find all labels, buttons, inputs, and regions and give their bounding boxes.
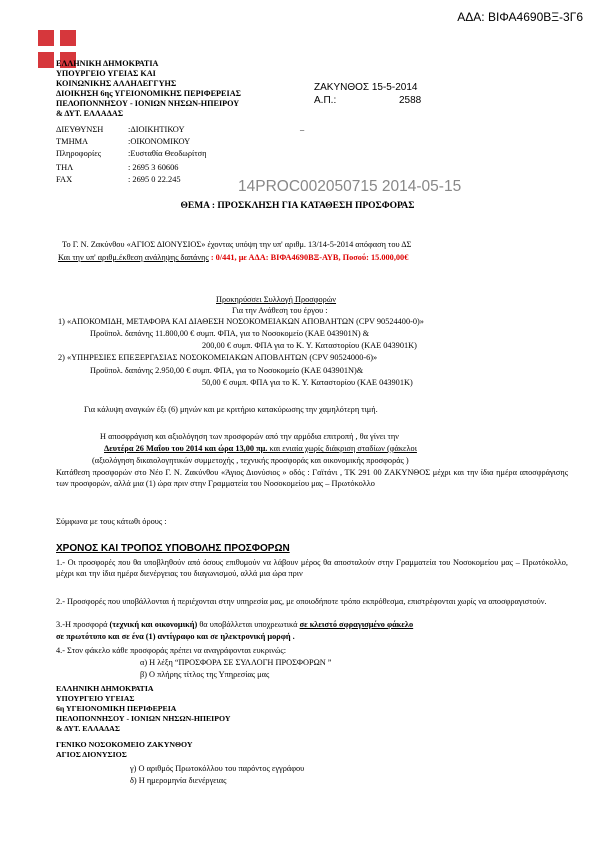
ada-code-top: ΑΔΑ: ΒΙΦΑ4690ΒΞ-3Γ6 xyxy=(457,10,583,24)
announce-sub: Για την Ανάθεση του έργου : xyxy=(232,306,328,315)
term-4-d: δ) Η ημερομηνία διενέργειας xyxy=(130,776,227,785)
recipient-line: ΓΕΝΙΚΟ ΝΟΣΟΚΟΜΕΙΟ ΖΑΚΥΝΘΟΥ xyxy=(56,740,193,749)
intro-line-2: Και την υπ' αριθμ.έκθεση ανάληψης δαπάνης : 0/441, με ΑΔΑ: ΒΙΦΑ4690ΒΞ-ΑΥΒ, Ποσού: 15.000,00€ xyxy=(58,253,409,262)
recipient-line: ΕΛΛΗΝΙΚΗ ΔΗΜΟΚΡΑΤΙΑ xyxy=(56,684,154,693)
deposit-text: Κατάθεση προσφορών στο Νέο Γ. Ν. Ζακύνθου «Άγιος Διονύσιος » οδός : Γαϊτάνι , ΤΚ 291 00 ΖΑΚΥΝΘΟΣ μέχρι και την ίδια ημέρα αποσφράγισης των προσφορών, αλλά μια (1) ώρα πριν στην Γραμματεία του Νοσοκομείου μας – Πρωτόκολλο xyxy=(56,468,568,488)
contact-label: ΤΜΗΜΑ xyxy=(56,137,89,146)
opening-line-3: (αξιολόγηση δικαιολογητικών συμμετοχής , τεχνικής προσφοράς και οικονομικής προσφοράς ) xyxy=(92,456,409,465)
contact-value: :ΔΙΟΙΚΗΤΙΚΟΥ xyxy=(128,125,185,134)
place-date: ΖΑΚΥΝΘΟΣ 15-5-2014 xyxy=(314,82,418,93)
announce-title: Προκηρύσσει Συλλογή Προσφορών xyxy=(216,295,337,304)
contact-value: :Ευσταθία Θεοδωρίτση xyxy=(128,149,207,158)
term-2: 2.- Προσφορές που υποβάλλονται ή περιέχονται στην υπηρεσία μας, με οποιοδήποτε τρόπο εκπρόθεσμα, επιστρέφονται χωρίς να αποσφραγιστούν. xyxy=(56,597,547,606)
recipient-line: ΥΠΟΥΡΓΕΙΟ ΥΓΕΙΑΣ xyxy=(56,694,135,703)
header-line: ΚΟΙΝΩΝΙΚΗΣ ΑΛΛΗΛΕΓΓΥΗΣ xyxy=(56,79,177,88)
contact-label: Πληροφορίες xyxy=(56,149,102,158)
item-2-cost-b: 50,00 € συμπ. ΦΠΑ για το Κ. Υ. Καταστορίου (ΚΑΕ 043901Κ) xyxy=(202,378,413,387)
ap-label: Α.Π.: xyxy=(314,95,337,106)
terms-intro: Σύμφωνα με τους κάτωθι όρους : xyxy=(56,517,167,526)
ap-value: 2588 xyxy=(399,95,422,106)
term-3-line-2: σε πρωτότυπο και σε ένα (1) αντίγραφο και σε ηλεκτρονική μορφή . xyxy=(56,632,295,641)
contact-value: :ΟΙΚΟΝΟΜΙΚΟΥ xyxy=(128,137,191,146)
item-1-cost-b: 200,00 € συμπ. ΦΠΑ για το Κ. Υ. Καταστορίου (ΚΑΕ 043901Κ) xyxy=(202,341,417,350)
term-4-b: β) Ο πλήρης τίτλος της Υπηρεσίας μας xyxy=(140,670,270,679)
recipient-line: ΑΓΙΟΣ ΔΙΟΝΥΣΙΟΣ xyxy=(56,750,127,759)
opening-line-1: Η αποσφράγιση και αξιολόγηση των προσφορών από την αρμόδια επιτροπή , θα γίνει την xyxy=(100,432,399,441)
protocol-id: 14PROC002050715 2014-05-15 xyxy=(238,178,462,195)
term-4-c: γ) Ο αριθμός Πρωτοκόλλου του παρόντος εγγράφου xyxy=(130,764,305,773)
contact-label: FAX xyxy=(56,175,73,184)
header-line: ΕΛΛΗΝΙΚΗ ΔΗΜΟΚΡΑΤΙΑ xyxy=(56,59,159,68)
contact-value: : 2695 0 22.245 xyxy=(128,175,181,184)
recipient-line: ΠΕΛΟΠΟΝΝΗΣΟΥ - ΙΟΝΙΩΝ ΝΗΣΩΝ-ΗΠΕΙΡΟΥ xyxy=(56,714,231,723)
opening-line-2: Δευτέρα 26 Μαΐου του 2014 και ώρα 13,00 πμ. και ενιαία χωρίς διάκριση σταδίων (φάκελοι xyxy=(104,444,417,453)
header-line: ΠΕΛΟΠΟΝΝΗΣΟΥ - ΙΟΝΙΩΝ ΝΗΣΩΝ-ΗΠΕΙΡΟΥ xyxy=(56,99,240,108)
recipient-line: & ΔΥΤ. ΕΛΛΑΔΑΣ xyxy=(56,724,120,733)
contact-value: : 2695 3 60606 xyxy=(128,163,179,172)
header-line: ΥΠΟΥΡΓΕΙΟ ΥΓΕΙΑΣ ΚΑΙ xyxy=(56,69,156,78)
term-4: 4.- Στον φάκελο κάθε προσφοράς πρέπει να αναγράφονται ευκρινώς: xyxy=(56,646,287,655)
item-1-title: 1) «ΑΠΟΚΟΜΙΔΗ, ΜΕΤΑΦΟΡΑ ΚΑΙ ΔΙΑΘΕΣΗ ΝΟΣΟΚΟΜΕΙΑΚΩΝ ΑΠΟΒΛΗΤΩΝ (CPV 90524400-0)» xyxy=(58,317,424,326)
page-title: ΘΕΜΑ : ΠΡΟΣΚΛΗΣΗ ΓΙΑ ΚΑΤΑΘΕΣΗ ΠΡΟΣΦΟΡΑΣ xyxy=(180,201,415,211)
recipient-line: 6η ΥΓΕΙΟΝΟΜΙΚΗ ΠΕΡΙΦΕΡΕΙΑ xyxy=(56,704,177,713)
contact-label: ΤΗΛ xyxy=(56,163,74,172)
item-2-title: 2) «ΥΠΗΡΕΣΙΕΣ ΕΠΕΞΕΡΓΑΣΙΑΣ ΝΟΣΟΚΟΜΕΙΑΚΩΝ ΑΠΟΒΛΗΤΩΝ (CPV 90524000-6)» xyxy=(58,353,378,362)
header-line: & ΔΥΤ. ΕΛΛΑΔΑΣ xyxy=(56,109,124,118)
contact-label: ΔΙΕΥΘΥΝΣΗ xyxy=(56,125,104,134)
section-title: ΧΡΟΝΟΣ ΚΑΙ ΤΡΟΠΟΣ ΥΠΟΒΟΛΗΣ ΠΡΟΣΦΟΡΩΝ xyxy=(56,543,290,554)
term-3-line-1: 3.-Η προσφορά (τεχνική και οικονομική) θα υποβάλλεται υποχρεωτικά σε κλειστό σφραγισμένο φάκελο xyxy=(56,620,414,629)
term-1: 1.- Οι προσφορές που θα υποβληθούν από όσους επιθυμούν να λάβουν μέρος θα αποσταλούν στην Γραμματεία του Νοσοκομείου μας – Πρωτόκολλο, μέχρι και την ίδια ημέρα διενέργειας του διαγωνισμού, αλλά μια ώρα πριν xyxy=(56,558,568,578)
item-1-cost-a: Προϋπολ. δαπάνης 11.800,00 € συμπ. ΦΠΑ, για το Νοσοκομείο (ΚΑΕ 043901Ν) & xyxy=(90,329,370,338)
intro-line-1: Το Γ. Ν. Ζακύνθου «ΑΓΙΟΣ ΔΙΟΝΥΣΙΟΣ» έχοντας υπόψη την υπ' αριθμ. 13/14-5-2014 απόφαση του ΔΣ xyxy=(62,240,412,249)
item-2-cost-a: Προϋπολ. δαπάνης 2.950,00 € συμπ. ΦΠΑ, για το Νοσοκομείο (ΚΑΕ 043901Ν)& xyxy=(90,366,364,375)
header-line: ΔΙΟΙΚΗΣΗ 6ης ΥΓΕΙΟΝΟΜΙΚΗΣ ΠΕΡΙΦΕΡΕΙΑΣ xyxy=(56,89,241,98)
coverage-text: Για κάλυψη αναγκών έξι (6) μηνών και με κριτήριο κατακύρωσης την χαμηλότερη τιμή. xyxy=(84,405,378,414)
dash-mark: – xyxy=(300,125,305,134)
term-4-a: α) Η λέξη “ΠΡΟΣΦΟΡΑ ΣΕ ΣΥΛΛΟΓΗ ΠΡΟΣΦΟΡΩΝ ” xyxy=(140,658,332,667)
